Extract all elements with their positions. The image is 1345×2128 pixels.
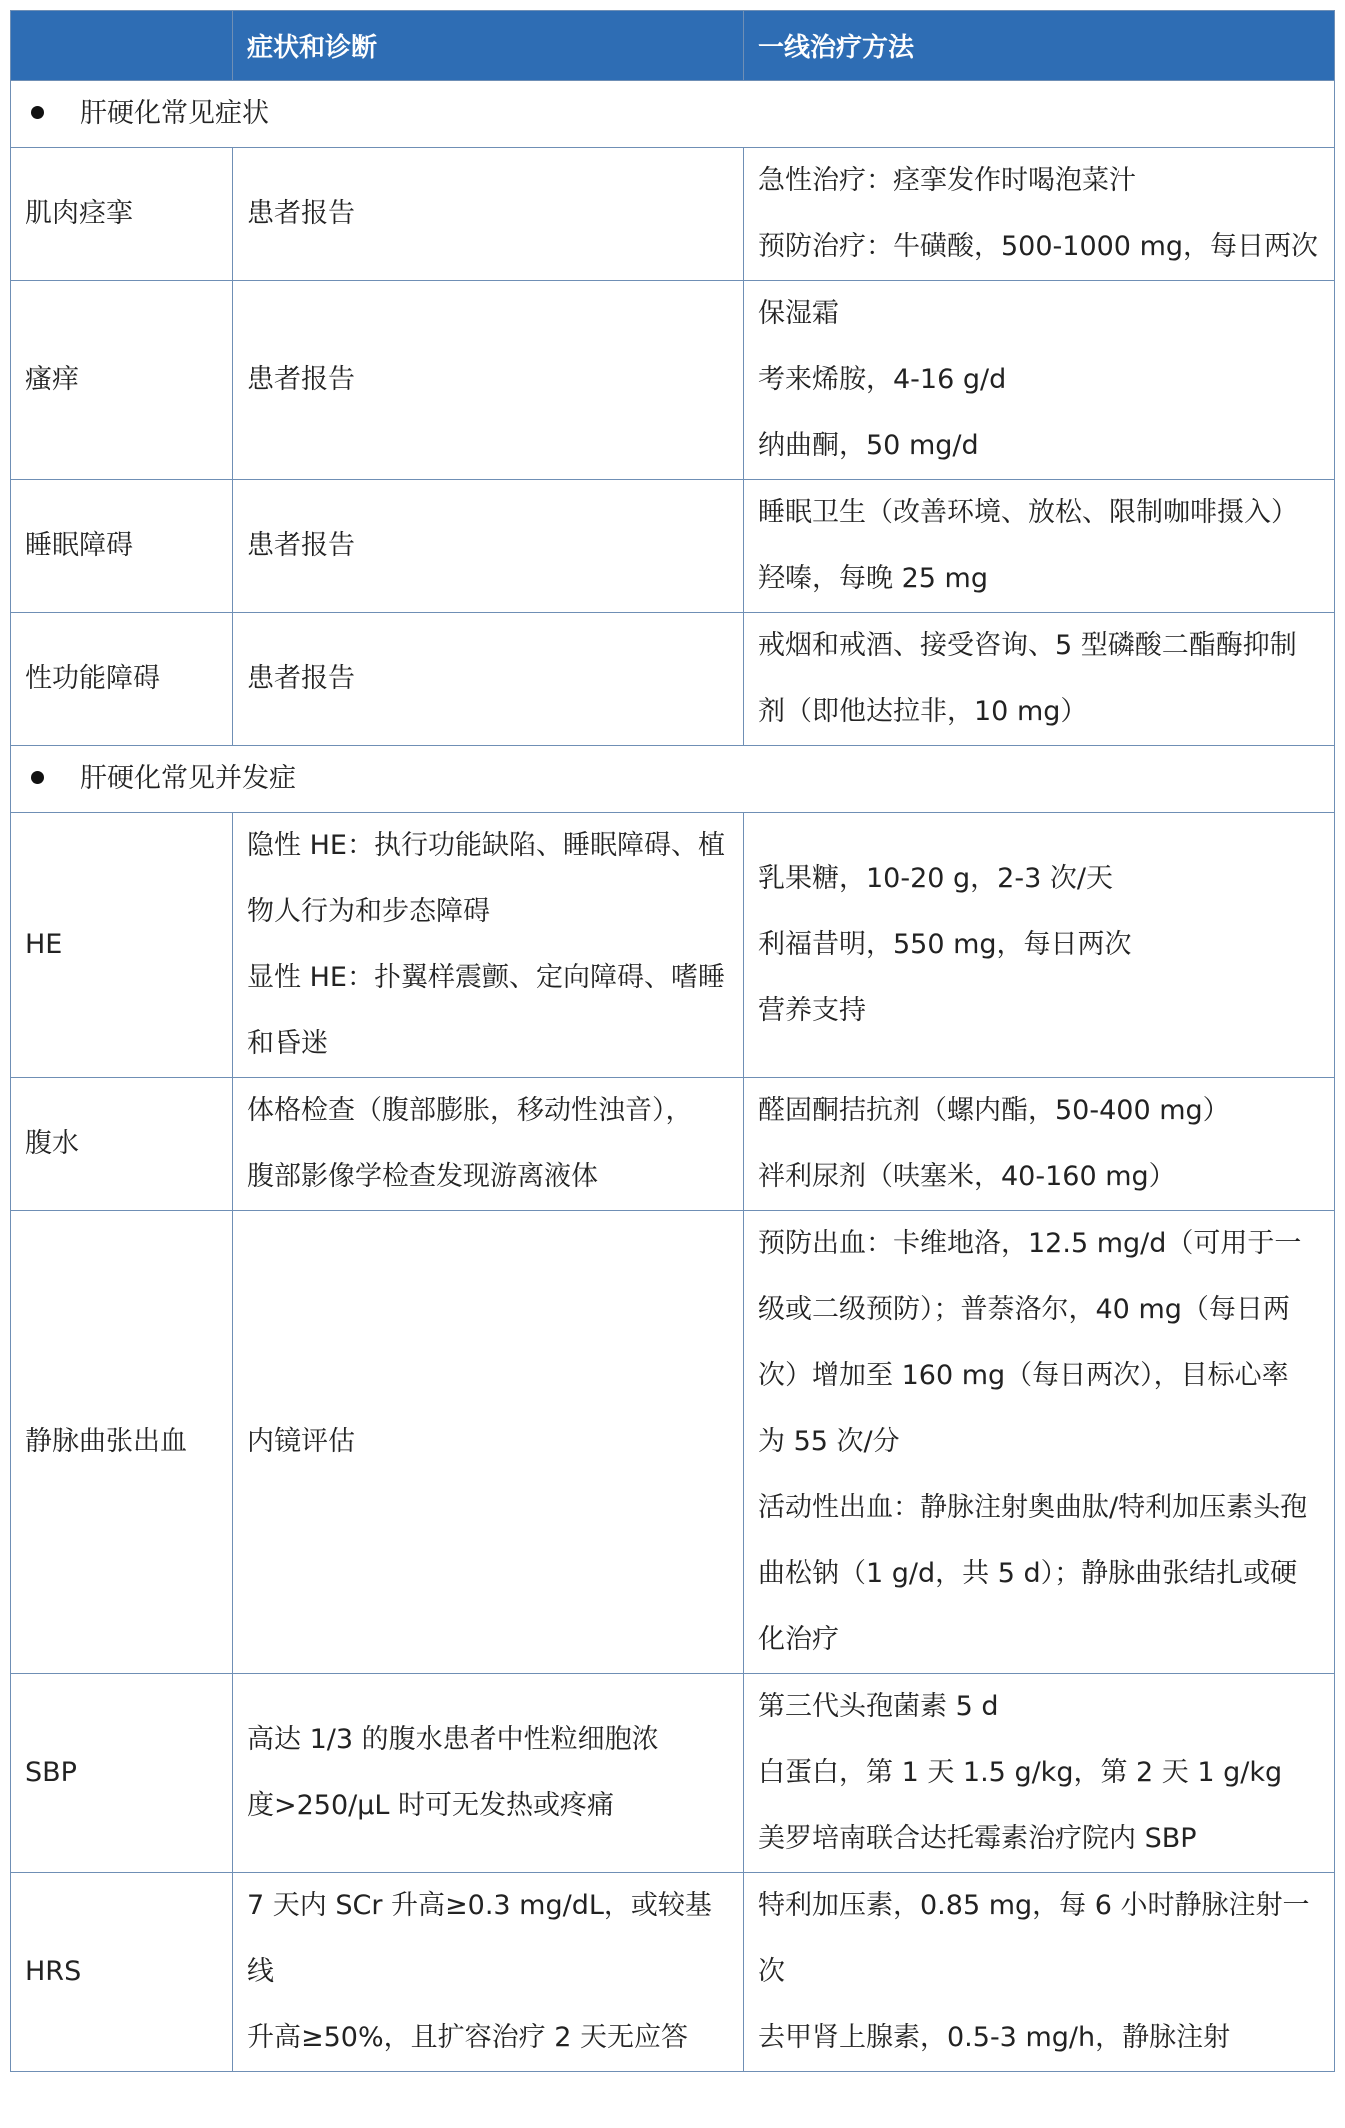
section-title: 肝硬化常见症状 [80,98,269,129]
table-body [11,81,1335,2072]
diagnosis-cell [233,1211,744,1674]
diagnosis-cell [233,1674,744,1873]
diagnosis-cell [233,480,744,613]
treatment-table-container [10,10,1334,2072]
condition-cell [11,1674,233,1873]
diagnosis-line: 患者报告 [247,364,355,395]
diagnosis-cell [233,281,744,480]
treatment-line: 急性治疗：痉挛发作时喝泡菜汁 [758,165,1136,196]
diagnosis-line: 7 天内 SCr 升高≥0.3 mg/dL，或较基线 [247,1890,712,1987]
treatment-line: 预防治疗：牛磺酸，500-1000 mg，每日两次 [758,231,1319,262]
condition-name: HE [25,929,63,960]
treatment-cell [744,281,1335,480]
treatment-line: 羟嗪，每晚 25 mg [758,563,988,594]
section-title: 肝硬化常见并发症 [80,763,296,794]
diagnosis-line: 内镜评估 [247,1426,355,1457]
diagnosis-cell [233,148,744,281]
condition-cell [11,1078,233,1211]
treatment-line: 醛固酮拮抗剂（螺内酯，50-400 mg） [758,1095,1230,1126]
diagnosis-line: 高达 1/3 的腹水患者中性粒细胞浓 [247,1724,659,1755]
condition-cell [11,813,233,1078]
diagnosis-line: 升高≥50%，且扩容治疗 2 天无应答 [247,2022,688,2053]
treatment-cell [744,1674,1335,1873]
condition-name: 瘙痒 [25,364,79,395]
diagnosis-line: 患者报告 [247,530,355,561]
treatment-line: 考来烯胺，4-16 g/d [758,364,1007,395]
section-header-row [11,81,1335,148]
treatment-line: 营养支持 [758,995,866,1026]
header-col-diagnosis: 症状和诊断 [233,11,744,81]
treatment-line: 戒烟和戒酒、接受咨询、5 型磷酸二酯酶抑制 [758,630,1297,661]
condition-cell [11,148,233,281]
treatment-line: 次 [758,1956,785,1987]
treatment-line: 美罗培南联合达托霉素治疗院内 SBP [758,1823,1197,1854]
treatment-line: 第三代头孢菌素 5 d [758,1691,999,1722]
diagnosis-line: 患者报告 [247,198,355,229]
treatment-line: 预防出血：卡维地洛，12.5 mg/d（可用于一 [758,1228,1302,1259]
treatment-line: 利福昔明，550 mg，每日两次 [758,929,1132,960]
diagnosis-line: 物人行为和步态障碍 [247,896,490,927]
condition-name: 睡眠障碍 [25,530,133,561]
header-col-condition [11,11,233,81]
table-row [11,480,1335,613]
section-header-row [11,746,1335,813]
treatment-line: 为 55 次/分 [758,1426,900,1457]
diagnosis-line: 患者报告 [247,663,355,694]
diagnosis-cell [233,813,744,1078]
header-col-treatment: 一线治疗方法 [744,11,1335,81]
condition-name: HRS [25,1956,82,1987]
diagnosis-cell [233,613,744,746]
treatment-line: 保湿霜 [758,298,839,329]
diagnosis-line: 度>250/μL 时可无发热或疼痛 [247,1790,615,1821]
treatment-cell [744,1211,1335,1674]
table-row [11,1078,1335,1211]
condition-name: SBP [25,1757,77,1788]
treatment-line: 曲松钠（1 g/d，共 5 d）；静脉曲张结扎或硬 [758,1558,1298,1589]
treatment-cell [744,480,1335,613]
condition-name: 腹水 [25,1128,79,1159]
treatment-line: 睡眠卫生（改善环境、放松、限制咖啡摄入） [758,497,1298,528]
table-row [11,613,1335,746]
condition-cell [11,1873,233,2072]
treatment-line: 化治疗 [758,1624,839,1655]
bullet-icon [31,771,44,784]
table-row [11,281,1335,480]
cirrhosis-treatment-table [10,10,1335,2072]
diagnosis-cell [233,1078,744,1211]
bullet-icon [31,106,44,119]
diagnosis-line: 体格检查（腹部膨胀，移动性浊音）， [247,1095,693,1126]
table-row [11,1674,1335,1873]
section-title-cell [11,746,1335,813]
treatment-cell [744,613,1335,746]
diagnosis-line: 腹部影像学检查发现游离液体 [247,1161,598,1192]
treatment-line: 特利加压素，0.85 mg，每 6 小时静脉注射一 [758,1890,1310,1921]
section-title-cell [11,81,1335,148]
treatment-cell [744,813,1335,1078]
condition-cell [11,281,233,480]
table-row [11,1211,1335,1674]
diagnosis-cell [233,1873,744,2072]
treatment-line: 活动性出血：静脉注射奥曲肽/特利加压素头孢 [758,1492,1308,1523]
treatment-line: 去甲肾上腺素，0.5-3 mg/h，静脉注射 [758,2022,1231,2053]
treatment-line: 剂（即他达拉非，10 mg） [758,696,1088,727]
treatment-line: 白蛋白，第 1 天 1.5 g/kg，第 2 天 1 g/kg [758,1757,1283,1788]
diagnosis-line: 显性 HE：扑翼样震颤、定向障碍、嗜睡 [247,962,725,993]
table-row [11,1873,1335,2072]
table-row [11,148,1335,281]
treatment-line: 乳果糖，10-20 g，2-3 次/天 [758,863,1113,894]
treatment-cell [744,1873,1335,2072]
treatment-line: 次）增加至 160 mg（每日两次），目标心率 [758,1360,1289,1391]
condition-name: 静脉曲张出血 [25,1426,187,1457]
condition-cell [11,480,233,613]
condition-cell [11,1211,233,1674]
table-header-row [11,11,1335,81]
table-row [11,813,1335,1078]
condition-cell [11,613,233,746]
treatment-line: 袢利尿剂（呋塞米，40-160 mg） [758,1161,1176,1192]
diagnosis-line: 和昏迷 [247,1028,328,1059]
diagnosis-line: 隐性 HE：执行功能缺陷、睡眠障碍、植 [247,830,725,861]
treatment-cell [744,1078,1335,1211]
treatment-line: 级或二级预防）；普萘洛尔，40 mg（每日两 [758,1294,1290,1325]
treatment-line: 纳曲酮，50 mg/d [758,430,979,461]
condition-name: 性功能障碍 [25,663,160,694]
condition-name: 肌肉痉挛 [25,198,133,229]
treatment-cell [744,148,1335,281]
